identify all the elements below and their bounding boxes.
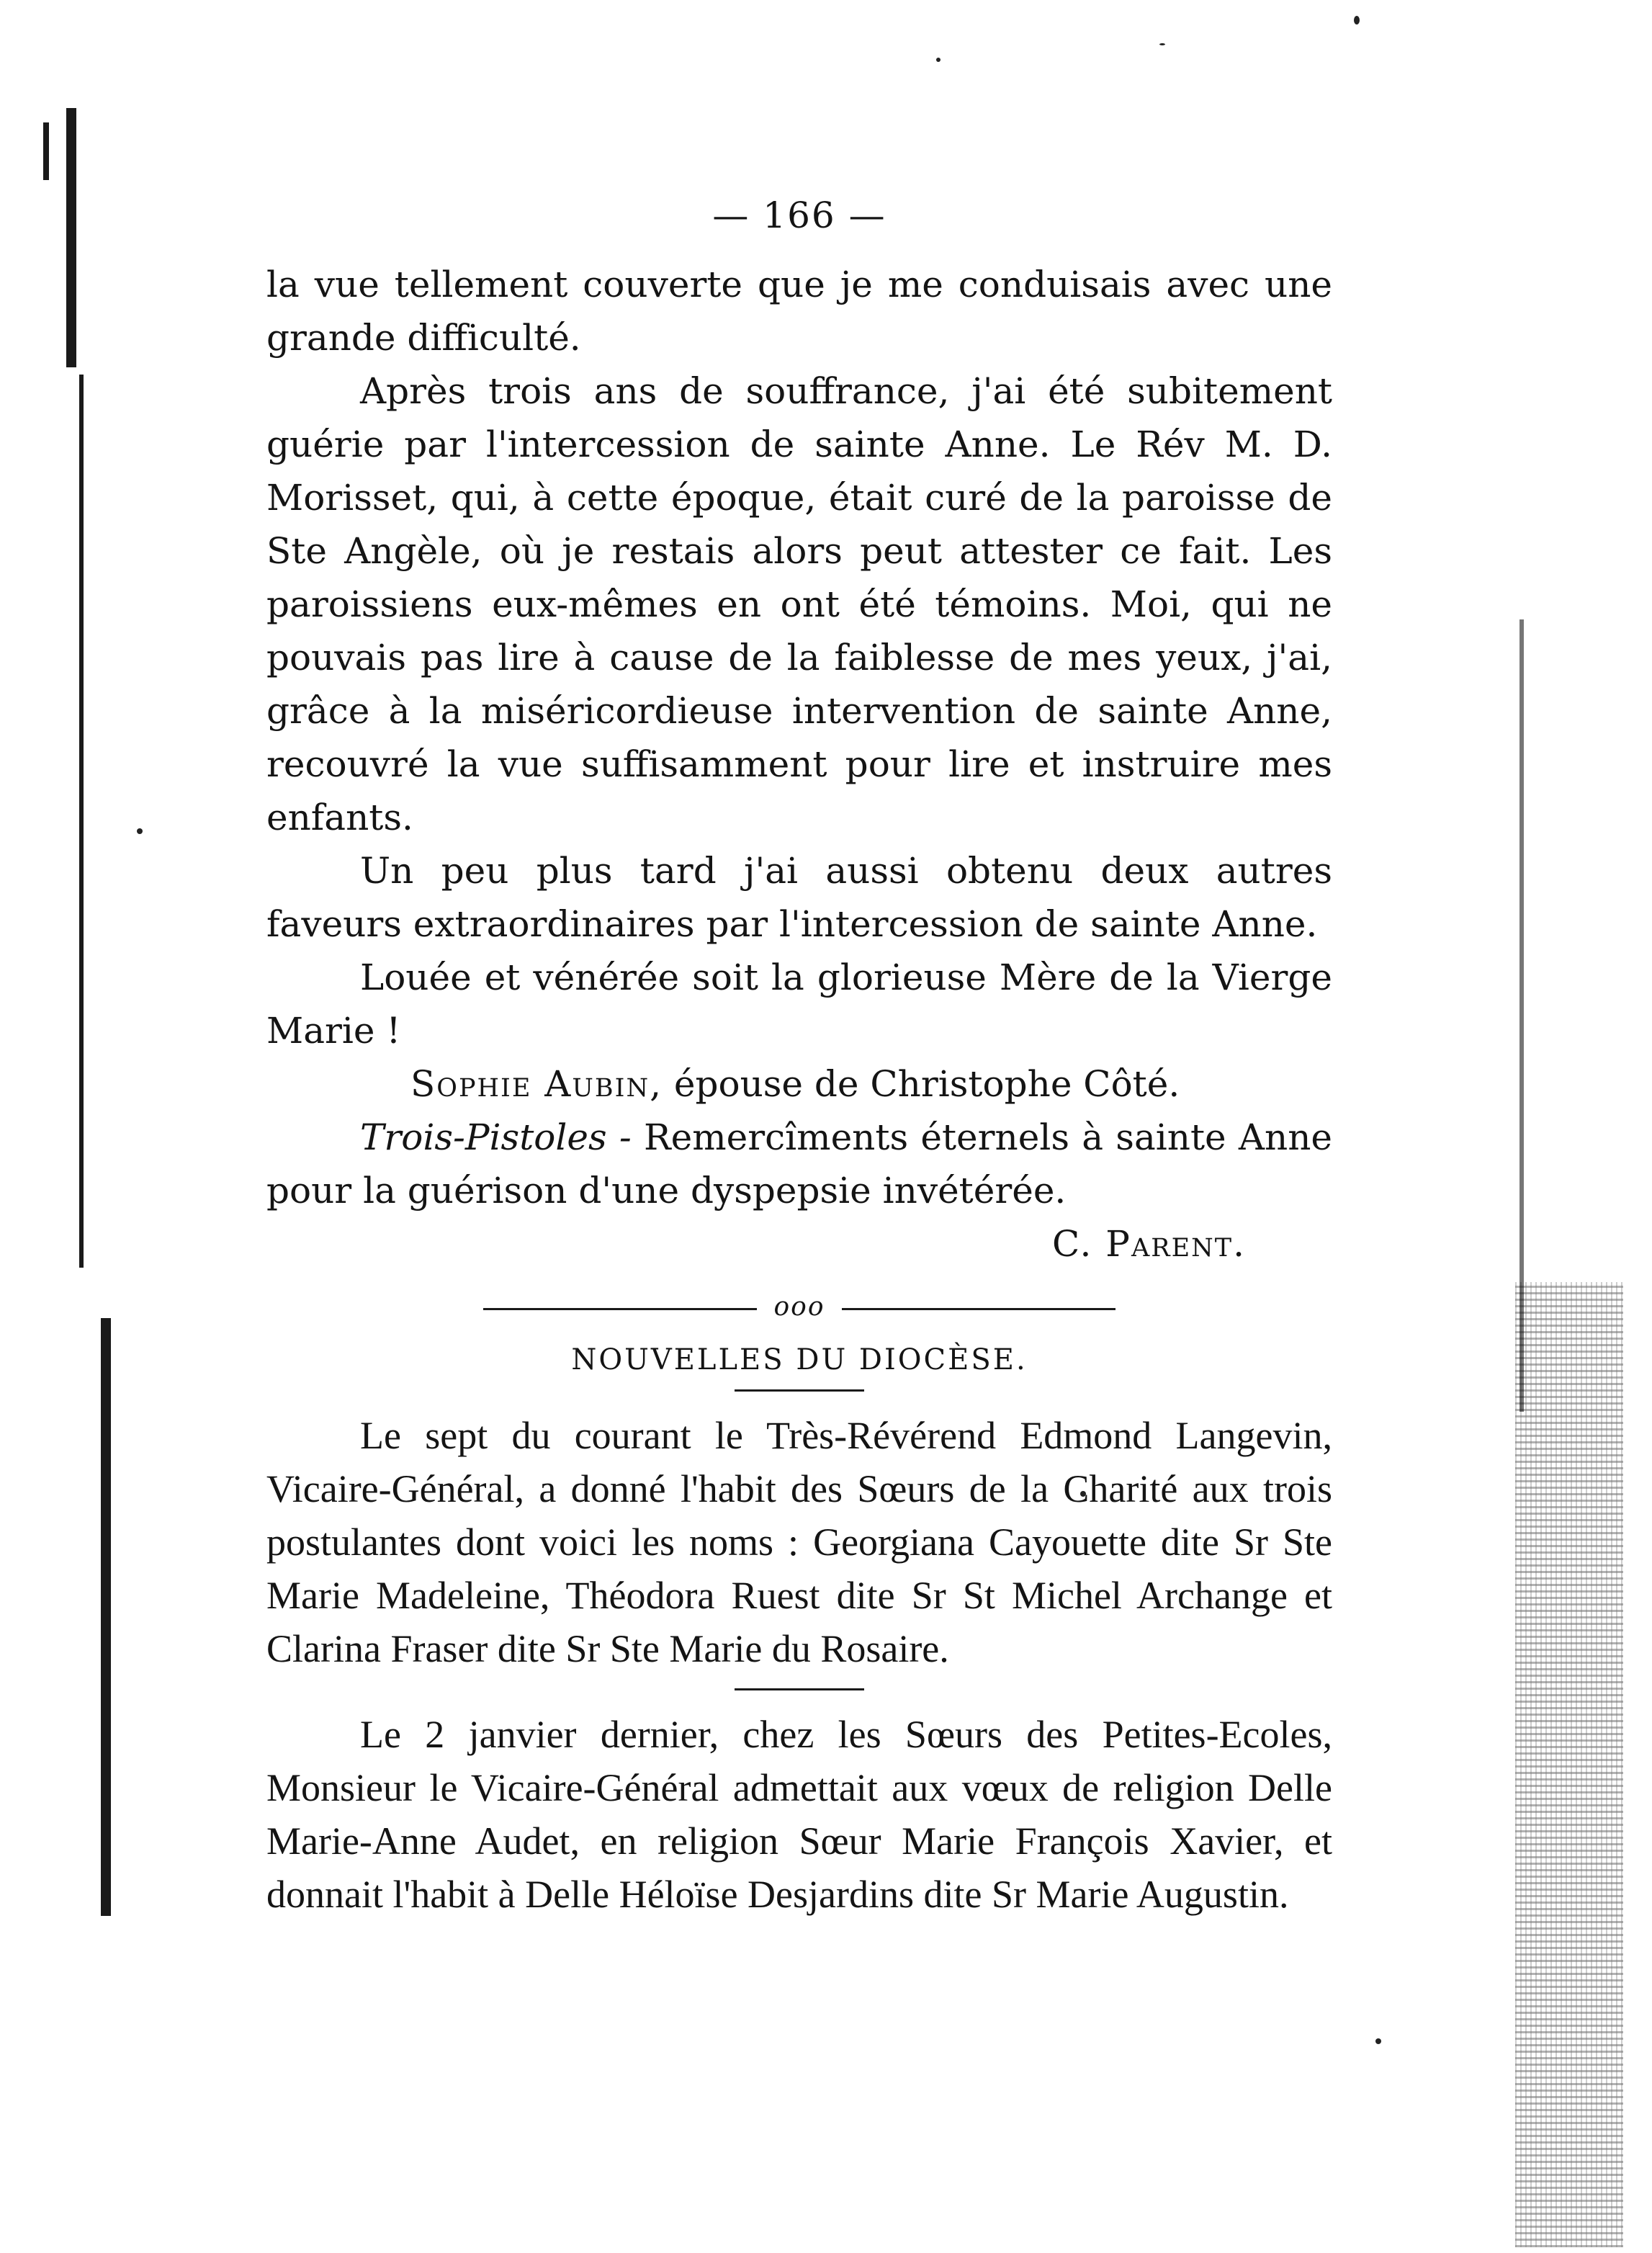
signature-sophie-aubin: [266, 1057, 1332, 1111]
section-divider: [266, 1292, 1332, 1322]
scan-speck: [1159, 43, 1165, 45]
scan-margin-bar-bottom: [101, 1318, 111, 1916]
document-page: [266, 194, 1332, 1921]
divider-rule-left: [483, 1308, 757, 1310]
scan-margin-mark: [43, 122, 49, 180]
news-separator-rule: [735, 1688, 864, 1690]
scan-speckle-strip: [1515, 1282, 1623, 2247]
testimony-text: Remercîments éternels à sainte Anne pour la guérison d'une dyspepsie invétérée.: [266, 1116, 1332, 1211]
scan-margin-bar-top: [66, 108, 76, 367]
scan-margin-bar-middle: [79, 375, 84, 1268]
paragraph-praise: Louée et vénérée soit la glorieuse Mère de la Vierge Marie !: [266, 957, 1332, 1052]
news-item-vows: Le 2 janvier dernier, chez les Sœurs des Petites-Ecoles, Monsieur le Vicaire-Général admettait aux vœux de religion Delle Marie-Anne Audet, en religion Sœur Marie François Xavier, et donnait l'habit à Delle Héloïse Desjardins dite Sr Marie Augustin.: [266, 1713, 1332, 1916]
signature-parent: [266, 1217, 1332, 1271]
paragraph-favors: Un peu plus tard j'ai aussi obtenu deux autres faveurs extraordinaires par l'intercession de sainte Anne.: [266, 850, 1332, 945]
signature-relation: épouse de Christophe Côté.: [673, 1063, 1180, 1105]
paragraph-healing: Après trois ans de souffrance, j'ai été subitement guérie par l'intercession de sainte Anne. Le Rév M. D. Morisset, qui, à cette époque, était curé de la paroisse de Ste Angèle, où je restais alors peut attester ce fait. Les paroissiens eux-mêmes en ont été témoins. Moi, qui ne pouvais pas lire à cause de la faiblesse de mes yeux, j'ai, grâce à la miséricordieuse intervention de sainte Anne, recouvré la vue suffisamment pour lire et instruire mes enfants.: [266, 370, 1332, 838]
paragraph-testimony: [266, 1111, 1332, 1217]
scan-speck: [1375, 2038, 1381, 2044]
divider-rule-right: [842, 1308, 1115, 1310]
heading-rule: [735, 1389, 864, 1392]
testimony-place: Trois-Pistoles -: [360, 1116, 632, 1158]
news-section: [266, 1409, 1332, 1921]
news-item-clothing: Le sept du courant le Très-Révérend Edmond Langevin, Vicaire-Général, a donné l'habit des Sœurs de la Charité aux trois postulantes dont voici les noms : Georgiana Cayouette dite Sr Ste Marie Madeleine, Théodora Ruest dite Sr St Michel Archange et Clarina Fraser dite Sr Ste Marie du Rosaire.: [266, 1414, 1332, 1670]
scan-speck: [137, 828, 143, 834]
section-heading: NOUVELLES DU DIOCÈSE.: [571, 1343, 1028, 1376]
signature-name: Sophie Aubin,: [410, 1063, 663, 1105]
scan-speck: [1354, 16, 1360, 24]
divider-ornament: ooo: [773, 1292, 825, 1322]
scan-speck: [936, 58, 941, 62]
page-number: — 166 —: [712, 194, 886, 236]
signature-name: C. Parent.: [1052, 1223, 1246, 1265]
paragraph-continuation: la vue tellement couverte que je me conduisais avec une grande difficulté.: [266, 264, 1332, 359]
